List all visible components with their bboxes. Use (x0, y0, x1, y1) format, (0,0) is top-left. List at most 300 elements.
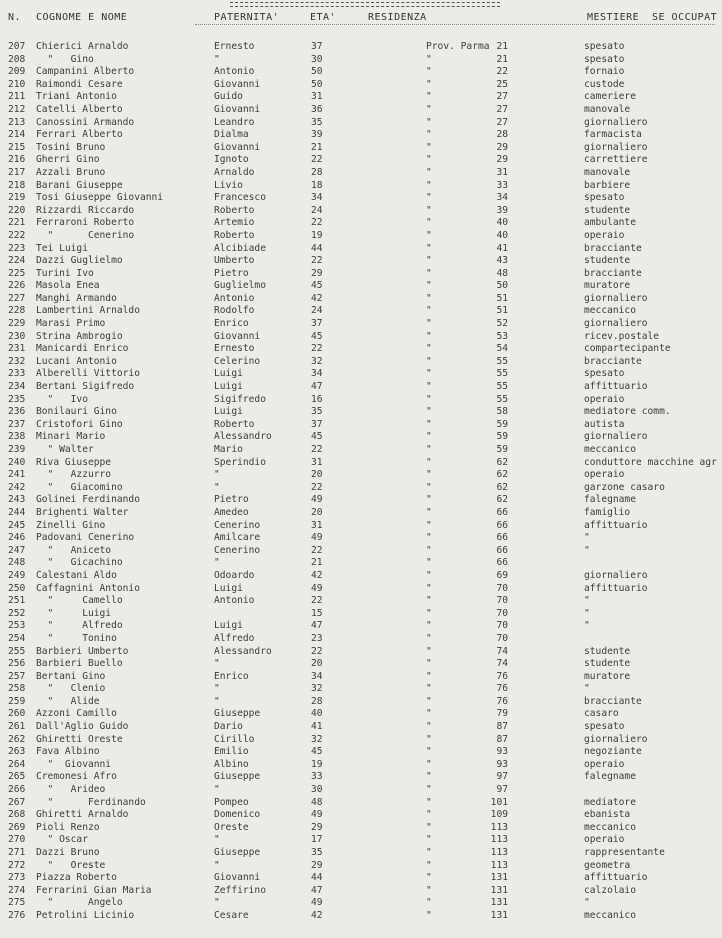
row-mestiere: operaio (584, 469, 625, 481)
register-rows (0, 41, 722, 923)
table-row (0, 54, 722, 67)
row-eta: 37 (311, 418, 323, 430)
row-residenza: 70 (496, 632, 508, 644)
row-number: 219 (8, 192, 26, 204)
row-provincia: " (426, 569, 432, 581)
row-paternita: Guglielmo (214, 280, 266, 292)
row-name: Petrolini Licinio (36, 909, 135, 921)
row-eta: 41 (311, 721, 323, 733)
row-name: Ferraroni Roberto (36, 217, 135, 229)
row-number: 264 (8, 758, 26, 770)
row-provincia: " (426, 267, 432, 279)
row-eta: 16 (311, 393, 323, 405)
row-eta: 50 (311, 66, 323, 78)
row-provincia: " (426, 506, 432, 518)
row-provincia: " (426, 695, 432, 707)
row-paternita: Albino (214, 758, 249, 770)
row-provincia: " (426, 872, 432, 884)
row-mestiere: calzolaio (584, 884, 636, 896)
row-name: Tosini Bruno (36, 141, 106, 153)
top-rule-2 (230, 6, 500, 7)
row-paternita: Mario (214, 444, 243, 455)
table-row (0, 834, 722, 847)
row-number: 252 (8, 607, 26, 619)
row-eta: 48 (311, 796, 323, 808)
row-mestiere: " (584, 897, 590, 909)
row-residenza: 48 (496, 267, 508, 279)
table-row (0, 293, 722, 306)
row-number: 213 (8, 116, 26, 128)
row-paternita: Alessandro (214, 431, 272, 443)
row-residenza: 101 (490, 796, 508, 808)
table-row (0, 910, 722, 923)
row-eta: 42 (311, 909, 323, 921)
row-number: 226 (8, 280, 26, 292)
row-residenza: 69 (496, 569, 508, 581)
row-eta: 44 (311, 242, 323, 254)
row-provincia: " (426, 620, 432, 632)
row-paternita: Pompeo (214, 796, 249, 808)
row-paternita: Pietro (214, 267, 249, 279)
row-residenza: 66 (496, 519, 508, 531)
row-name: Strina Ambrogio (36, 330, 123, 342)
row-residenza: 113 (490, 859, 508, 871)
row-provincia: " (426, 784, 432, 796)
row-provincia: " (426, 519, 432, 531)
table-row (0, 444, 722, 457)
row-paternita: Antonio (214, 595, 255, 607)
row-name: Piazza Roberto (36, 872, 117, 884)
row-paternita: Giovanni (214, 78, 261, 90)
row-mestiere: geometra (584, 859, 631, 871)
row-number: 251 (8, 595, 26, 607)
row-name: Bertani Sigifredo (36, 381, 135, 393)
row-provincia: " (426, 305, 432, 317)
row-residenza: 31 (496, 166, 508, 178)
row-paternita: Odoardo (214, 569, 255, 581)
table-row (0, 117, 722, 130)
row-paternita: Roberto (214, 204, 255, 216)
row-number: 261 (8, 721, 26, 733)
row-paternita: Ernesto (214, 343, 255, 355)
row-eta: 17 (311, 834, 323, 846)
table-row (0, 394, 722, 407)
row-number: 229 (8, 318, 26, 330)
row-provincia: " (426, 292, 432, 304)
row-provincia: " (426, 771, 432, 783)
row-number: 265 (8, 771, 26, 783)
row-eta: 47 (311, 620, 323, 632)
row-mestiere: studente (584, 255, 631, 267)
table-row (0, 860, 722, 873)
row-residenza: 113 (490, 834, 508, 846)
row-mestiere: operaio (584, 758, 625, 770)
row-number: 211 (8, 91, 26, 103)
row-name: Tosi Giuseppe Giovanni (36, 192, 164, 204)
table-row (0, 79, 722, 92)
row-paternita: Enrico (214, 670, 249, 682)
row-eta: 34 (311, 670, 323, 682)
row-eta: 35 (311, 847, 323, 858)
table-row (0, 129, 722, 142)
row-name: " Giacomino (36, 481, 123, 493)
row-number: 230 (8, 330, 26, 342)
table-row (0, 683, 722, 696)
table-row (0, 142, 722, 155)
row-provincia: " (426, 809, 432, 821)
row-paternita: Zeffirino (214, 884, 266, 896)
row-number: 267 (8, 796, 26, 808)
row-number: 214 (8, 129, 26, 141)
row-name: " Walter (36, 444, 94, 455)
row-provincia: " (426, 582, 432, 594)
row-residenza: 58 (496, 406, 508, 418)
row-name: " Oscar (36, 834, 88, 846)
table-row (0, 872, 722, 885)
row-paternita: Amedeo (214, 506, 249, 518)
row-residenza: 55 (496, 355, 508, 367)
row-provincia: " (426, 217, 432, 229)
row-mestiere: meccanico (584, 444, 636, 455)
row-residenza: 29 (496, 154, 508, 166)
table-row (0, 280, 722, 293)
row-mestiere: affittuario (584, 582, 648, 594)
row-name: Azzali Bruno (36, 166, 106, 178)
row-provincia: " (426, 469, 432, 481)
row-number: 222 (8, 229, 26, 241)
row-name: Rizzardi Riccardo (36, 204, 135, 216)
table-row (0, 797, 722, 810)
row-residenza: 27 (496, 116, 508, 128)
table-row (0, 230, 722, 243)
row-number: 269 (8, 821, 26, 833)
row-residenza: 33 (496, 179, 508, 191)
row-provincia: " (426, 242, 432, 254)
table-row (0, 469, 722, 482)
row-mestiere: spesato (584, 721, 625, 733)
row-mestiere: manovale (584, 166, 631, 178)
row-eta: 49 (311, 582, 323, 594)
row-number: 224 (8, 255, 26, 267)
table-row (0, 167, 722, 180)
row-residenza: 97 (496, 784, 508, 796)
table-row (0, 633, 722, 646)
row-paternita: Artemio (214, 217, 255, 229)
row-paternita: Cenerino (214, 544, 261, 556)
row-provincia: " (426, 494, 432, 506)
row-mestiere: operaio (584, 393, 625, 405)
row-residenza: 54 (496, 343, 508, 355)
row-paternita: Dario (214, 721, 243, 733)
row-paternita: Giuseppe (214, 847, 261, 858)
row-number: 250 (8, 582, 26, 594)
row-eta: 22 (311, 255, 323, 267)
row-residenza: 74 (496, 658, 508, 670)
table-row (0, 318, 722, 331)
row-number: 218 (8, 179, 26, 191)
row-eta: 21 (311, 557, 323, 569)
row-eta: 21 (311, 141, 323, 153)
row-residenza: 55 (496, 393, 508, 405)
row-number: 256 (8, 658, 26, 670)
row-mestiere: affittuario (584, 519, 648, 531)
table-row (0, 205, 722, 218)
row-paternita: Alfredo (214, 632, 255, 644)
row-number: 216 (8, 154, 26, 166)
row-residenza: 21 (496, 53, 508, 65)
row-residenza: 59 (496, 444, 508, 455)
row-name: Alberelli Vittorio (36, 368, 140, 380)
row-paternita: Pietro (214, 494, 249, 506)
row-mestiere: studente (584, 645, 631, 657)
row-number: 233 (8, 368, 26, 380)
row-residenza: 41 (496, 242, 508, 254)
row-mestiere: casaro (584, 708, 619, 720)
row-residenza: 55 (496, 368, 508, 380)
row-residenza: 53 (496, 330, 508, 342)
row-paternita: Dialma (214, 129, 249, 141)
row-mestiere: bracciante (584, 242, 642, 254)
row-eta: 45 (311, 330, 323, 342)
table-row (0, 608, 722, 621)
row-mestiere: fornaio (584, 66, 625, 78)
row-number: 247 (8, 544, 26, 556)
row-name: " Ivo (36, 393, 88, 405)
row-residenza: 70 (496, 582, 508, 594)
row-paternita: Giovanni (214, 141, 261, 153)
row-residenza: 62 (496, 456, 508, 468)
row-name: " Aniceto (36, 544, 112, 556)
row-name: Padovani Cenerino (36, 532, 135, 544)
table-row (0, 104, 722, 117)
row-provincia: " (426, 192, 432, 204)
row-mestiere: " (584, 607, 590, 619)
row-mestiere: garzone casaro (584, 481, 665, 493)
table-row (0, 583, 722, 596)
row-residenza: 50 (496, 280, 508, 292)
row-provincia: " (426, 821, 432, 833)
row-name: Ferrari Alberto (36, 129, 123, 141)
row-residenza: 70 (496, 595, 508, 607)
row-residenza: 51 (496, 292, 508, 304)
row-residenza: 76 (496, 695, 508, 707)
row-name: " Gicachino (36, 557, 123, 569)
row-mestiere: bracciante (584, 355, 642, 367)
row-provincia: " (426, 330, 432, 342)
row-eta: 22 (311, 595, 323, 607)
row-eta: 29 (311, 859, 323, 871)
table-row (0, 406, 722, 419)
row-name: " Alide (36, 695, 100, 707)
row-paternita: " (214, 834, 220, 846)
row-eta: 19 (311, 758, 323, 770)
row-name: " Tonino (36, 632, 117, 644)
row-residenza: 62 (496, 481, 508, 493)
row-provincia: " (426, 708, 432, 720)
table-row (0, 356, 722, 369)
top-rule (230, 2, 500, 3)
row-provincia: " (426, 532, 432, 544)
row-paternita: Luigi (214, 406, 243, 418)
table-row (0, 545, 722, 558)
row-paternita: Oreste (214, 821, 249, 833)
row-mestiere: giornaliero (584, 318, 648, 330)
row-provincia: " (426, 834, 432, 846)
row-paternita: " (214, 53, 220, 65)
row-paternita: Luigi (214, 381, 243, 393)
row-mestiere: " (584, 532, 590, 544)
row-provincia: " (426, 129, 432, 141)
table-row (0, 847, 722, 860)
row-residenza: 66 (496, 532, 508, 544)
row-name: " Camello (36, 595, 123, 607)
row-number: 271 (8, 847, 26, 858)
row-name: Barbieri Umberto (36, 645, 129, 657)
row-name: Golinei Ferdinando (36, 494, 140, 506)
row-provincia: " (426, 721, 432, 733)
row-mestiere: meccanico (584, 305, 636, 317)
row-eta: 45 (311, 431, 323, 443)
row-mestiere: negoziante (584, 746, 642, 758)
row-provincia: " (426, 280, 432, 292)
row-eta: 29 (311, 821, 323, 833)
row-name: Campanini Alberto (36, 66, 135, 78)
row-provincia: " (426, 670, 432, 682)
row-eta: 34 (311, 192, 323, 204)
row-name: Ferrarini Gian Maria (36, 884, 152, 896)
row-eta: 33 (311, 771, 323, 783)
row-number: 220 (8, 204, 26, 216)
row-provincia: " (426, 166, 432, 178)
row-mestiere: spesato (584, 192, 625, 204)
row-mestiere: studente (584, 204, 631, 216)
row-paternita: " (214, 784, 220, 796)
row-eta: 31 (311, 519, 323, 531)
row-mestiere: studente (584, 658, 631, 670)
row-number: 260 (8, 708, 26, 720)
row-provincia: " (426, 406, 432, 418)
row-name: Riva Giuseppe (36, 456, 112, 468)
header-n: N. (8, 12, 22, 23)
row-number: 244 (8, 506, 26, 518)
row-number: 272 (8, 859, 26, 871)
row-eta: 32 (311, 733, 323, 745)
row-paternita: Domenico (214, 809, 261, 821)
row-name: " Ferdinando (36, 796, 146, 808)
row-mestiere: giornaliero (584, 569, 648, 581)
table-row (0, 66, 722, 79)
row-number: 221 (8, 217, 26, 229)
row-mestiere: giornaliero (584, 292, 648, 304)
row-mestiere: falegname (584, 494, 636, 506)
row-mestiere: giornaliero (584, 733, 648, 745)
row-number: 273 (8, 872, 26, 884)
row-eta: 47 (311, 884, 323, 896)
row-number: 227 (8, 292, 26, 304)
row-provincia: " (426, 343, 432, 355)
row-paternita: Francesco (214, 192, 266, 204)
row-name: Brighenti Walter (36, 506, 129, 518)
row-eta: 24 (311, 305, 323, 317)
row-eta: 37 (311, 318, 323, 330)
row-mestiere: muratore (584, 670, 631, 682)
row-paternita: " (214, 557, 220, 569)
row-name: " Luigi (36, 607, 112, 619)
row-name: " Angelo (36, 897, 123, 909)
row-number: 228 (8, 305, 26, 317)
row-residenza: 52 (496, 318, 508, 330)
row-residenza: 62 (496, 494, 508, 506)
row-eta: 35 (311, 116, 323, 128)
row-residenza: 109 (490, 809, 508, 821)
row-residenza: 59 (496, 431, 508, 443)
row-name: Turini Ivo (36, 267, 94, 279)
row-paternita: Antonio (214, 292, 255, 304)
row-provincia: " (426, 53, 432, 65)
row-residenza: 131 (490, 872, 508, 884)
row-number: 270 (8, 834, 26, 846)
row-provincia: " (426, 381, 432, 393)
row-residenza: 55 (496, 381, 508, 393)
row-mestiere: affittuario (584, 872, 648, 884)
row-provincia: " (426, 859, 432, 871)
row-eta: 45 (311, 280, 323, 292)
row-paternita: Giovanni (214, 872, 261, 884)
row-eta: 47 (311, 381, 323, 393)
row-eta: 23 (311, 632, 323, 644)
row-eta: 39 (311, 129, 323, 141)
header-stato: SE OCCUPAT (652, 12, 718, 23)
row-name: Manghi Armando (36, 292, 117, 304)
row-residenza: 22 (496, 66, 508, 78)
row-provincia: " (426, 595, 432, 607)
row-eta: 22 (311, 544, 323, 556)
row-eta: 32 (311, 683, 323, 695)
row-number: 212 (8, 103, 26, 115)
row-mestiere: mediatore (584, 796, 636, 808)
row-provincia: " (426, 418, 432, 430)
row-eta: 20 (311, 506, 323, 518)
row-provincia: " (426, 607, 432, 619)
row-residenza: 66 (496, 506, 508, 518)
row-eta: 30 (311, 53, 323, 65)
row-number: 263 (8, 746, 26, 758)
row-eta: 15 (311, 607, 323, 619)
row-number: 274 (8, 884, 26, 896)
row-number: 236 (8, 406, 26, 418)
table-row (0, 268, 722, 281)
row-eta: 28 (311, 695, 323, 707)
row-mestiere: bracciante (584, 267, 642, 279)
row-eta: 35 (311, 406, 323, 418)
row-number: 248 (8, 557, 26, 569)
row-mestiere: compartecipante (584, 343, 671, 355)
row-provincia: " (426, 179, 432, 191)
row-residenza: 97 (496, 771, 508, 783)
row-residenza: 43 (496, 255, 508, 267)
row-eta: 40 (311, 708, 323, 720)
row-name: Dazzi Bruno (36, 847, 100, 858)
row-number: 210 (8, 78, 26, 90)
row-mestiere: " (584, 683, 590, 695)
row-provincia: " (426, 884, 432, 896)
row-number: 239 (8, 444, 26, 455)
header-mestiere: MESTIERE (587, 12, 640, 23)
row-residenza: 27 (496, 103, 508, 115)
row-paternita: Roberto (214, 229, 255, 241)
table-row (0, 734, 722, 747)
row-mestiere: operaio (584, 229, 625, 241)
